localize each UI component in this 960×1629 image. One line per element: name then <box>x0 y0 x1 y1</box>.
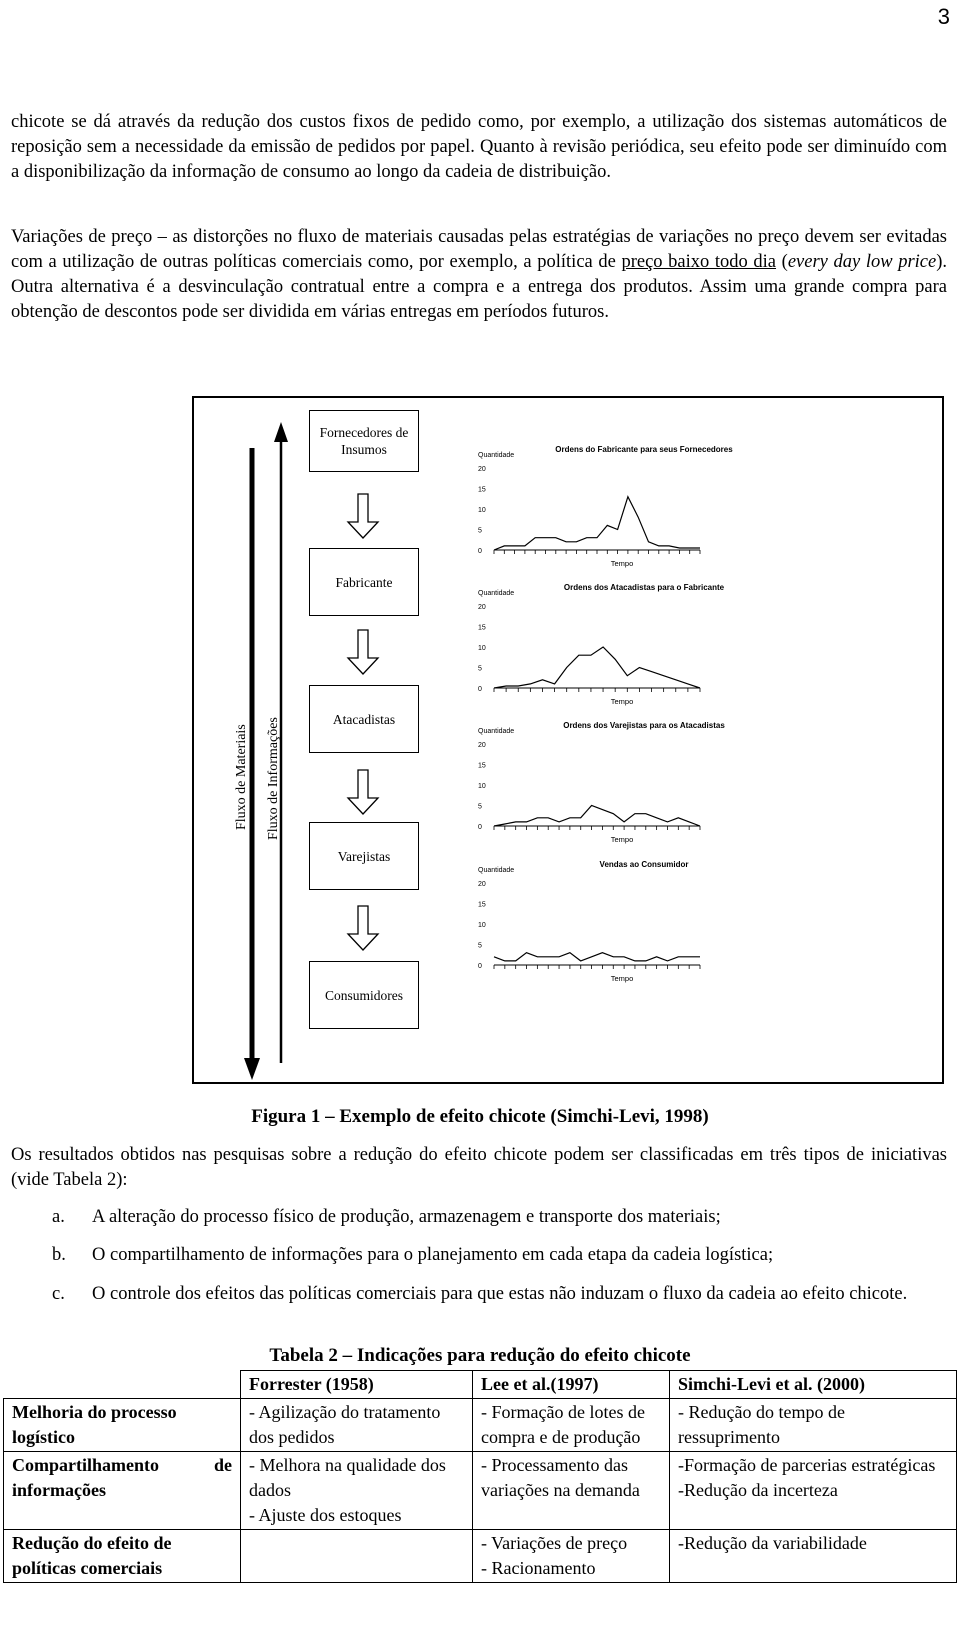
y-tick-label: 0 <box>478 963 482 970</box>
table-cell: - Processamento das variações na demanda <box>473 1452 670 1530</box>
table-row <box>4 1399 957 1452</box>
column-header: Lee et al.(1997) <box>473 1371 670 1399</box>
y-axis-label: Quantidade <box>478 452 515 459</box>
paragraph-2-text: Variações de preço – as distorções no fluxo de materiais causadas pelas estratégias de variações no preço devem ser evitadas com a utilização de outras políticas comerciais como, por exemplo, a política de <box>11 227 947 272</box>
x-axis-label: Tempo <box>610 974 634 983</box>
y-tick-label: 20 <box>478 466 486 473</box>
list-text: A alteração do processo físico de produção, armazenagem e transporte dos materiais; <box>92 1207 721 1227</box>
list-text: O compartilhamento de informações para o planejamento em cada etapa da cadeia logística; <box>92 1245 774 1265</box>
y-tick-label: 15 <box>478 624 486 632</box>
chart-title: Ordens dos Varejistas para os Atacadistas <box>563 721 725 730</box>
table-cell: - Redução do tempo de ressuprimento <box>670 1399 957 1452</box>
information-arrowhead <box>274 422 288 442</box>
down-arrow-1 <box>348 494 378 538</box>
stage-box-suppliers: Fornecedores de Insumos <box>309 410 419 472</box>
y-tick-label: 0 <box>478 548 482 555</box>
list-text: O controle dos efeitos das políticas comerciais para que estas não induzam o fluxo da cadeia ao efeito chicote. <box>92 1284 908 1304</box>
y-tick-label: 20 <box>478 881 486 888</box>
list-label: c. <box>52 1284 65 1304</box>
table-cell: -Formação de parcerias estratégicas -Redução da incerteza <box>670 1452 957 1530</box>
y-axis-label: Quantidade <box>478 590 515 597</box>
y-axis-label: Quantidade <box>478 867 515 874</box>
table-row <box>4 1452 957 1530</box>
table-cell: - Formação de lotes de compra e de produção <box>473 1399 670 1452</box>
initiatives-table <box>3 1370 957 1583</box>
stage-box-retailers: Varejistas <box>309 822 419 890</box>
table-cell <box>241 1530 473 1583</box>
list-label: a. <box>52 1207 65 1227</box>
table-caption: Tabela 2 – Indicações para redução do efeito chicote <box>269 1345 691 1366</box>
y-tick-label: 15 <box>478 762 486 770</box>
materials-flow-label: Fluxo de Materiais <box>234 724 249 830</box>
table-cell: - Melhora na qualidade dos dados - Ajuste dos estoques <box>241 1452 473 1530</box>
chart-title: Ordens do Fabricante para seus Fornecedores <box>555 445 733 454</box>
y-tick-label: 20 <box>478 742 486 749</box>
series-line <box>494 647 700 688</box>
row-header: Melhoria do processo logístico <box>4 1399 241 1452</box>
chart-1 <box>464 438 924 588</box>
stage-box-wholesalers: Atacadistas <box>309 685 419 753</box>
x-axis-label: Tempo <box>610 559 634 568</box>
column-header: Forrester (1958) <box>241 1371 473 1399</box>
y-tick-label: 10 <box>478 783 486 790</box>
y-tick-label: 5 <box>478 527 482 535</box>
row-header: Redução do efeito de políticas comerciais <box>4 1530 241 1583</box>
column-header: Simchi-Levi et al. (2000) <box>670 1371 957 1399</box>
series-line <box>494 953 700 961</box>
y-tick-label: 5 <box>478 942 482 950</box>
y-tick-label: 0 <box>478 686 482 693</box>
list-label: b. <box>52 1245 66 1265</box>
x-axis-label: Tempo <box>610 697 634 706</box>
y-tick-label: 0 <box>478 824 482 831</box>
materials-arrowhead <box>244 1058 260 1080</box>
figure-caption: Figura 1 – Exemplo de efeito chicote (Simchi-Levi, 1998) <box>251 1106 709 1127</box>
y-tick-label: 10 <box>478 507 486 514</box>
series-line <box>494 806 700 827</box>
down-arrow-4 <box>348 906 378 950</box>
chart-title: Vendas ao Consumidor <box>599 860 689 869</box>
chart-title: Ordens dos Atacadistas para o Fabricante <box>563 583 725 592</box>
edlp-term: preço baixo todo dia <box>621 252 777 272</box>
information-flow-label: Fluxo de Informações <box>266 717 281 840</box>
table-cell: - Variações de preço - Racionamento <box>473 1530 670 1583</box>
bullwhip-figure <box>192 396 944 1084</box>
edlp-english: every day low price <box>787 252 937 272</box>
down-arrow-3 <box>348 770 378 814</box>
page-number: 3 <box>937 4 950 29</box>
down-arrow-2 <box>348 630 378 674</box>
table-cell: -Redução da variabilidade <box>670 1530 957 1583</box>
chart-4 <box>464 853 924 1003</box>
y-axis-label: Quantidade <box>478 728 515 735</box>
y-tick-label: 10 <box>478 645 486 652</box>
paragraph-2: Variações de preço – as distorções no fluxo de materiais causadas pelas estratégias de variações no preço devem ser evitadas com a utilização de outras políticas comerciais como, por exemplo, a política de preço baixo todo dia (every day low price). Outra alternativa é a desvinculação contratual entre a compra e a entrega dos produtos. Assim uma grande compra para obtenção de descontos pode ser dividida em várias entregas em períodos futuros. <box>11 227 947 322</box>
paragraph-1: chicote se dá através da redução dos custos fixos de pedido como, por exemplo, a utilização dos sistemas automáticos de reposição sem a necessidade da emissão de pedidos por papel. Quanto à revisão periódica, seu efeito pode ser diminuído com a disponibilização da informação de consumo ao longo da cadeia de distribuição. <box>11 112 947 182</box>
series-line <box>494 497 700 550</box>
table-header-row <box>4 1371 957 1399</box>
stage-box-manufacturer: Fabricante <box>309 548 419 616</box>
results-intro: Os resultados obtidos nas pesquisas sobre a redução do efeito chicote podem ser classificadas em três tipos de iniciativas (vide Tabela 2): <box>11 1145 947 1190</box>
chart-3 <box>464 714 924 864</box>
y-tick-label: 20 <box>478 604 486 611</box>
table-corner <box>4 1371 241 1399</box>
y-tick-label: 5 <box>478 803 482 811</box>
table-row <box>4 1530 957 1583</box>
paragraph-2-rest: ). Outra alternativa é a desvinculação contratual entre a compra e a entrega dos produtos. Assim uma grande compra para obtenção de descontos pode ser dividida em várias entregas em períodos futuros. <box>11 252 947 322</box>
y-tick-label: 15 <box>478 901 486 909</box>
y-tick-label: 15 <box>478 486 486 494</box>
y-tick-label: 5 <box>478 665 482 673</box>
stage-box-consumers: Consumidores <box>309 961 419 1029</box>
x-axis-label: Tempo <box>610 835 634 844</box>
y-tick-label: 10 <box>478 922 486 929</box>
chart-2 <box>464 576 924 726</box>
table-cell: - Agilização do tratamento dos pedidos <box>241 1399 473 1452</box>
row-header: Compartilhamento de informações <box>4 1452 241 1530</box>
